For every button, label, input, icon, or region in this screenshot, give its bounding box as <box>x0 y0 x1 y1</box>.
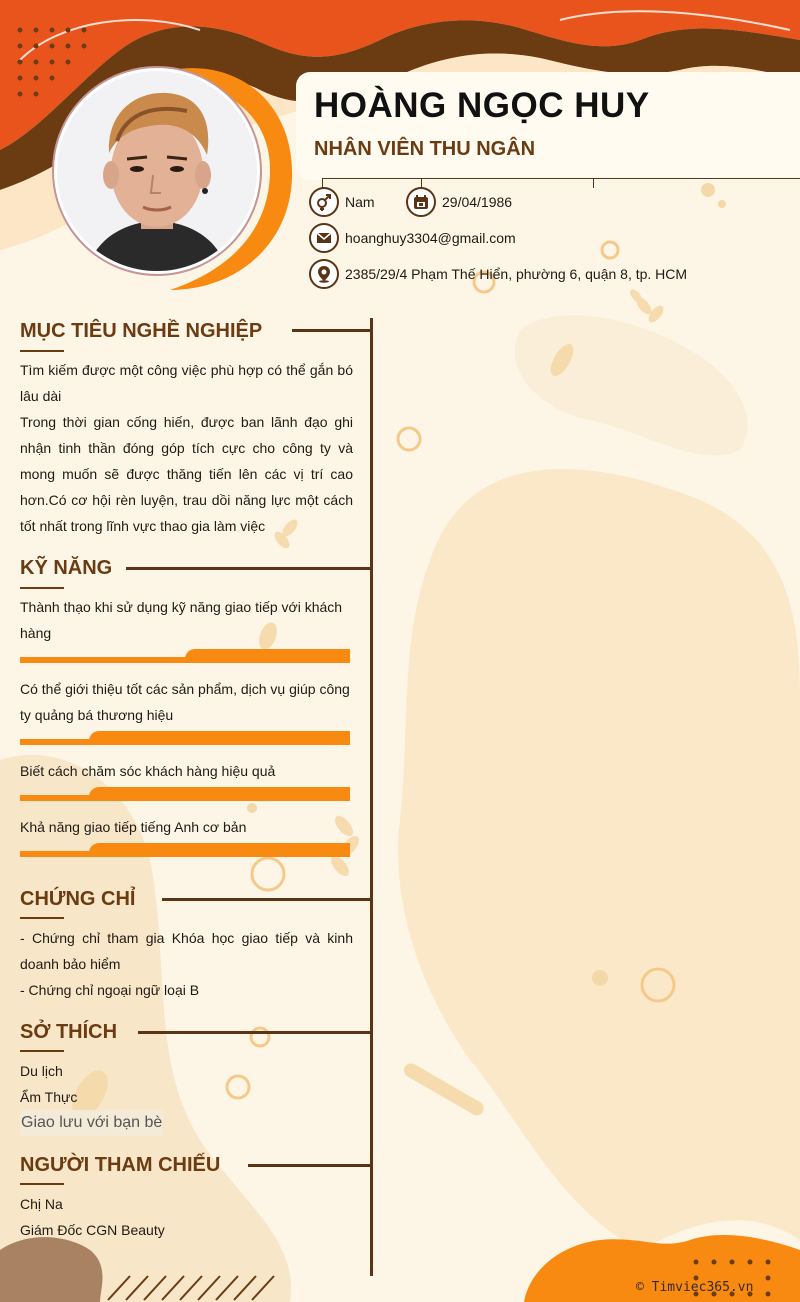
hobby-item: Giao lưu với bạn bè <box>20 1110 163 1136</box>
objective-title: MỤC TIÊU NGHỀ NGHIỆP <box>20 320 263 342</box>
email-row <box>309 223 516 253</box>
section-underline <box>20 1050 64 1052</box>
header-tick <box>593 178 594 188</box>
objective-para-1: Tìm kiếm được một công việc phù hợp có thể gắn bó lâu dài <box>20 362 353 404</box>
portrait-photo <box>57 71 257 271</box>
section-rule <box>162 898 372 901</box>
watermark: © Timviec365.vn <box>636 1280 754 1295</box>
objective-para-2: Trong thời gian cống hiến, được ban lãnh đạo ghi nhận tinh thần đóng góp tích cực cho công ty và mong muốn sẽ được thăng tiến lên các vị trí cao hơn.Có cơ hội rèn luyện, trau dồi năng lực một cách tốt nhất trong lĩnh vực thao gia làm việc <box>20 414 353 534</box>
skill-label: Biết cách chăm sóc khách hàng hiệu quả <box>20 763 276 779</box>
hobbies-title: SỞ THÍCH <box>20 1021 118 1043</box>
birthday-value: 29/04/1986 <box>442 194 513 210</box>
certificate-item: - Chứng chỉ tham gia Khóa học giao tiếp và kinh doanh bảo hiểm <box>20 930 353 972</box>
header-divider <box>322 178 800 179</box>
section-underline <box>20 350 64 352</box>
section-underline <box>20 917 64 919</box>
skill-bar <box>20 843 350 857</box>
address-value: 2385/29/4 Phạm Thế Hiển, phường 6, quận 8, tp. HCM <box>345 266 688 282</box>
skill-bar <box>20 649 350 663</box>
section-underline <box>20 1183 64 1185</box>
address-row <box>309 259 687 289</box>
reference-role: Giám Đốc CGN Beauty <box>20 1222 165 1238</box>
skill-label: Có thể giới thiệu tốt các sản phẩm, dịch vụ giúp công ty quảng bá thương hiệu <box>20 681 350 723</box>
skill-bar <box>20 731 350 745</box>
references-title: NGƯỜI THAM CHIẾU <box>20 1154 221 1176</box>
candidate-name: HOÀNG NGỌC HUY <box>314 86 650 125</box>
job-title: NHÂN VIÊN THU NGÂN <box>314 138 536 160</box>
section-rule <box>292 329 372 332</box>
skill-label: Thành thạo khi sử dụng kỹ năng giao tiếp với khách hàng <box>20 599 343 641</box>
gender-row <box>309 187 375 217</box>
avatar <box>54 68 260 274</box>
certificates-title: CHỨNG CHỈ <box>20 888 136 910</box>
section-rule <box>126 567 372 570</box>
email-icon <box>309 223 339 253</box>
section-rule <box>248 1164 372 1167</box>
location-icon <box>309 259 339 289</box>
gender-icon <box>309 187 339 217</box>
skills-title: KỸ NĂNG <box>20 557 113 579</box>
hobby-item: Du lịch <box>20 1063 63 1079</box>
section-rule <box>138 1031 372 1034</box>
birthday-row <box>406 187 512 217</box>
section-underline <box>20 587 64 589</box>
reference-name: Chị Na <box>20 1196 63 1212</box>
skill-label: Khả năng giao tiếp tiếng Anh cơ bản <box>20 819 247 835</box>
gender-value: Nam <box>345 194 375 210</box>
hobby-item: Ẩm Thực <box>20 1089 78 1105</box>
skill-bar <box>20 787 350 801</box>
timeline-line <box>370 318 373 1276</box>
calendar-icon <box>406 187 436 217</box>
certificate-item: - Chứng chỉ ngoại ngữ loại B <box>20 982 200 998</box>
email-value[interactable]: hoanghuy3304@gmail.com <box>345 230 516 246</box>
